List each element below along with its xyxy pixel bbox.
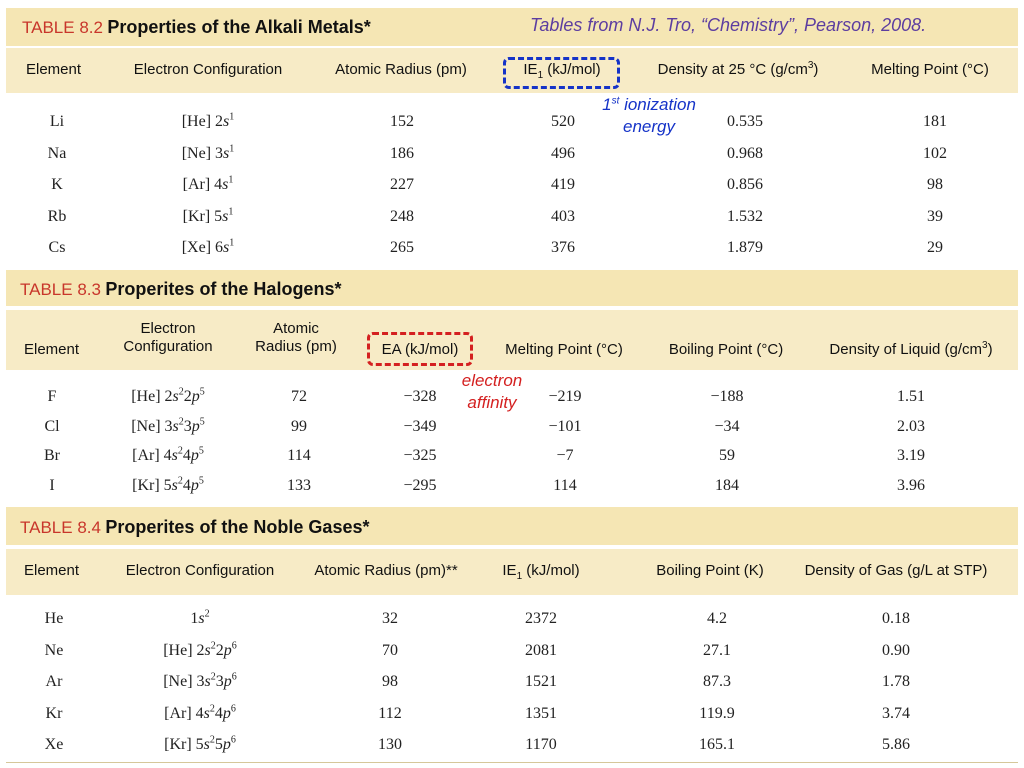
t84-el-cell: Kr — [45, 704, 63, 722]
ea-highlight-box — [367, 332, 473, 366]
t83-bp-cell: 59 — [719, 447, 735, 464]
table-8-3-title — [20, 279, 341, 300]
t82-d-cell: 0.968 — [727, 144, 763, 162]
t83-header-ea: EA (kJ/mol) — [381, 341, 459, 358]
t84-bp-cell: 165.1 — [699, 736, 735, 753]
table-8-4-title — [20, 517, 369, 538]
t83-header-radius — [255, 320, 337, 356]
t82-r-cell: 227 — [390, 176, 414, 193]
t84-el-cell: Xe — [44, 736, 64, 753]
ea-annotation — [448, 370, 536, 414]
table-8-3-number: TABLE 8.3 — [20, 280, 101, 299]
t82-ie-cell: 520 — [551, 113, 575, 130]
t82-ie-cell: 496 — [551, 144, 575, 162]
t83-header-config-line1: Electron — [140, 320, 196, 337]
t84-r-cell: 112 — [378, 704, 402, 722]
table-8-2-title — [22, 17, 371, 38]
t83-d-cell: 3.96 — [897, 476, 925, 494]
t82-d-cell: 1.879 — [727, 239, 763, 256]
t83-header-boiling: Boiling Point (°C) — [668, 341, 784, 358]
t84-bp-cell: 119.9 — [699, 704, 735, 722]
t83-el-cell: F — [47, 388, 57, 405]
t82-mp-cell: 181 — [923, 113, 947, 130]
t82-r-cell: 186 — [390, 144, 414, 162]
t82-r-cell: 265 — [390, 239, 414, 256]
t82-mp-cell: 29 — [927, 239, 943, 256]
t83-cfg-cell: [Ne] $3s^23p^5$ — [131, 416, 205, 435]
t83-ea-cell: −349 — [403, 417, 437, 435]
t82-el-cell: K — [51, 176, 63, 193]
t84-bp-cell: 4.2 — [707, 610, 727, 627]
t83-header-config-line2: Configuration — [123, 338, 213, 355]
t84-d-cell: 3.74 — [882, 704, 910, 722]
t84-d-cell: 0.90 — [882, 641, 910, 659]
ie-annotation-line1: 1st ionization — [602, 95, 696, 114]
t83-d-cell: 3.19 — [897, 447, 925, 464]
t83-cfg-cell: [He] $2s^22p^5$ — [131, 386, 205, 405]
t83-d-cell: 2.03 — [897, 417, 925, 435]
ie-annotation — [585, 94, 713, 138]
t83-cfg-cell: [Ar] $4s^24p^5$ — [132, 445, 204, 464]
t82-mp-cell: 39 — [927, 207, 943, 225]
t82-r-cell: 152 — [390, 113, 414, 130]
t84-header-ie: $IE_1$ (kJ/mol) — [502, 562, 580, 582]
t83-cfg-cell: [Kr] $5s^24p^5$ — [132, 475, 204, 494]
t84-d-cell: 5.86 — [882, 736, 910, 753]
t84-bp-cell: 27.1 — [703, 641, 731, 659]
t84-header-element: Element — [24, 562, 80, 579]
t83-el-cell: Br — [44, 447, 60, 464]
t82-header-ie: $IE_1$ (kJ/mol) — [523, 61, 601, 81]
t82-mp-cell: 102 — [923, 144, 947, 162]
t82-el-cell: Cs — [48, 239, 66, 256]
t82-cfg-cell: [Kr] $5s^1$ — [182, 206, 234, 225]
t83-r-cell: 114 — [287, 447, 311, 464]
t82-header-element: Element — [26, 61, 82, 78]
t83-mp-cell: −7 — [556, 447, 574, 464]
ea-annotation-line2: affinity — [467, 393, 517, 412]
t82-el-cell: Rb — [47, 207, 67, 225]
ie-annotation-line2: energy — [623, 117, 675, 136]
t82-header-density: Density at 25 °C $(g/cm^3)$ — [657, 60, 819, 78]
table-8-4-name: Properites of the Noble Gases* — [105, 517, 370, 537]
t83-mp-cell: −219 — [548, 388, 582, 405]
t84-r-cell: 70 — [382, 641, 398, 659]
t84-cfg-cell: $1s^2$ — [190, 608, 210, 627]
t82-ie-cell: 419 — [551, 176, 575, 193]
t82-el-cell: Na — [47, 144, 67, 162]
ie-highlight-box — [503, 57, 620, 89]
t83-r-cell: 72 — [291, 388, 307, 405]
t83-bp-cell: 184 — [715, 476, 739, 494]
t82-r-cell: 248 — [390, 207, 414, 225]
t83-header-radius-line2: Radius (pm) — [255, 338, 337, 355]
t84-header-radius: Atomic Radius (pm)** — [314, 562, 458, 579]
t82-cfg-cell: [Ar] $4s^1$ — [182, 174, 234, 193]
t83-header-config — [123, 320, 212, 356]
t83-r-cell: 99 — [291, 417, 307, 435]
t82-header-config: Electron Configuration — [133, 61, 283, 78]
table-8-3-name: Properites of the Halogens* — [105, 279, 342, 299]
t82-d-cell: 0.856 — [727, 176, 763, 193]
t84-ie-cell: 2372 — [525, 610, 557, 627]
t83-mp-cell: 114 — [553, 476, 577, 494]
t84-header-boiling: Boiling Point (K) — [656, 562, 764, 579]
t84-header-density: Density of Gas (g/L at STP) — [804, 562, 988, 579]
table-8-4-number: TABLE 8.4 — [20, 518, 101, 537]
t84-el-cell: Ne — [44, 641, 64, 659]
t84-bp-cell: 87.3 — [703, 673, 731, 690]
t83-el-cell: I — [49, 476, 55, 494]
t83-bp-cell: −34 — [714, 417, 740, 435]
t82-el-cell: Li — [49, 113, 65, 130]
t84-r-cell: 32 — [382, 610, 398, 627]
t84-r-cell: 98 — [382, 673, 398, 690]
t83-ea-cell: −328 — [403, 388, 437, 405]
t84-header-config: Electron Configuration — [125, 562, 275, 579]
t84-el-cell: He — [44, 610, 64, 627]
t84-cfg-cell: [Ne] $3s^23p^6$ — [163, 671, 237, 690]
t84-d-cell: 0.18 — [882, 610, 910, 627]
t82-d-cell: 1.532 — [727, 207, 763, 225]
t84-ie-cell: 1521 — [525, 673, 557, 690]
t83-ea-cell: −325 — [403, 447, 437, 464]
t83-d-cell: 1.51 — [897, 388, 925, 405]
t84-r-cell: 130 — [378, 736, 402, 753]
ea-annotation-line1: electron — [461, 371, 523, 390]
t83-header-element: Element — [24, 341, 80, 358]
table-8-2-number: TABLE 8.2 — [22, 18, 103, 37]
t84-ie-cell: 1170 — [525, 736, 557, 753]
bottom-rule — [6, 762, 1018, 763]
t82-ie-cell: 403 — [551, 207, 575, 225]
t83-ea-cell: −295 — [403, 476, 437, 494]
t83-r-cell: 133 — [287, 476, 311, 494]
t82-cfg-cell: [He] $2s^1$ — [181, 111, 235, 130]
t84-cfg-cell: [He] $2s^22p^6$ — [163, 640, 237, 659]
t84-cfg-cell: [Kr] $5s^25p^6$ — [164, 734, 236, 753]
table-8-2-name: Properties of the Alkali Metals* — [107, 17, 371, 37]
t82-header-radius: Atomic Radius (pm) — [335, 61, 467, 78]
t83-mp-cell: −101 — [548, 417, 582, 435]
t84-d-cell: 1.78 — [882, 673, 910, 690]
t82-cfg-cell: [Ne] $3s^1$ — [181, 143, 235, 162]
t83-bp-cell: −188 — [710, 388, 744, 405]
t84-ie-cell: 2081 — [525, 641, 557, 659]
t83-header-melting: Melting Point (°C) — [505, 341, 623, 358]
t83-header-radius-line1: Atomic — [273, 320, 319, 337]
t84-cfg-cell: [Ar] $4s^24p^6$ — [164, 703, 236, 722]
t83-header-density: Density of Liquid $(g/cm^3)$ — [829, 340, 993, 358]
t84-el-cell: Ar — [45, 673, 63, 690]
t82-mp-cell: 98 — [927, 176, 943, 193]
t82-cfg-cell: [Xe] $6s^1$ — [181, 237, 235, 256]
t82-header-melting: Melting Point (°C) — [871, 61, 989, 78]
t82-d-cell: 0.535 — [727, 113, 763, 130]
t83-el-cell: Cl — [44, 417, 60, 435]
source-credit: Tables from N.J. Tro, “Chemistry”, Pearson, 2008. — [530, 15, 927, 35]
t82-ie-cell: 376 — [551, 239, 575, 256]
t84-ie-cell: 1351 — [525, 704, 557, 722]
